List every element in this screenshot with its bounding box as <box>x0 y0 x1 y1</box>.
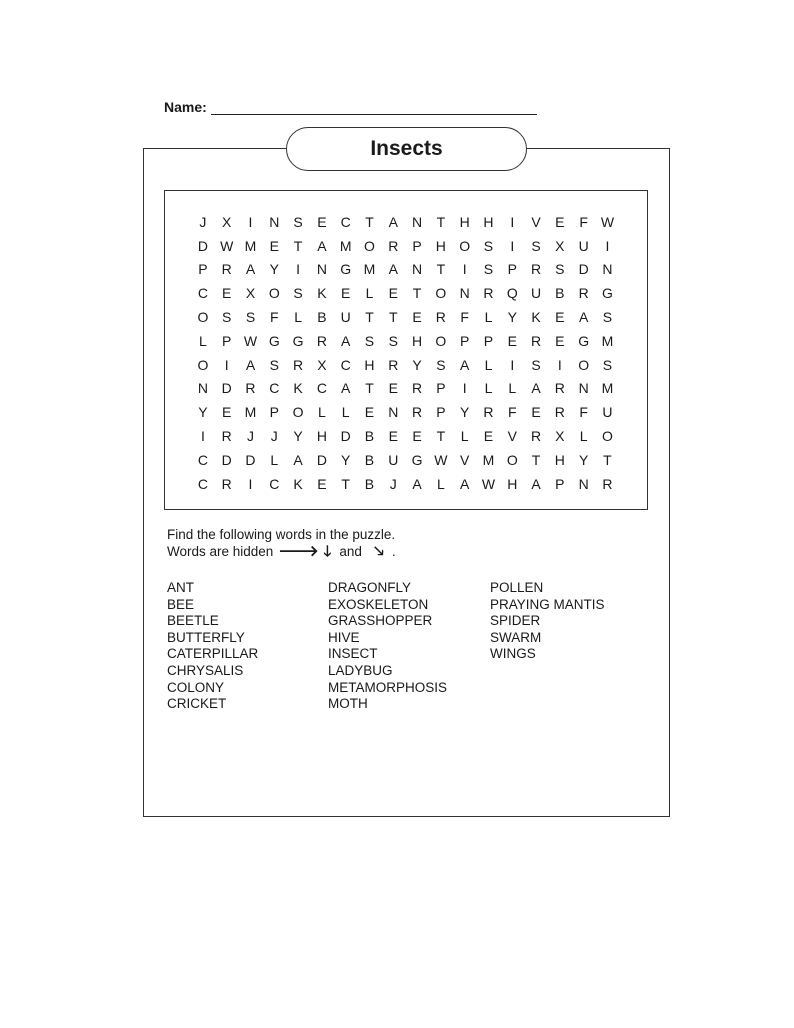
grid-row <box>191 281 627 305</box>
instructions-period: . <box>391 544 396 559</box>
word-list-item: SPIDER <box>490 613 541 629</box>
name-label: Name: <box>164 99 207 115</box>
grid-letter: L <box>484 380 493 397</box>
grid-letter: P <box>483 332 494 349</box>
grid-letter: R <box>412 380 423 397</box>
grid-row <box>191 305 627 329</box>
grid-letter: E <box>412 428 422 445</box>
grid-letter: E <box>222 285 232 302</box>
word-list-item: HIVE <box>328 629 360 645</box>
grid-letter: U <box>388 451 399 468</box>
grid-letter: T <box>436 261 446 278</box>
grid-letter: O <box>292 404 304 421</box>
grid-letter: S <box>222 309 232 326</box>
grid-letter: A <box>341 332 351 349</box>
word-list-item: POLLEN <box>490 580 544 595</box>
arrow-right-icon: 🡒 <box>278 543 319 560</box>
grid-letter: E <box>388 285 398 302</box>
word-list-column-2 <box>328 580 447 713</box>
grid-letter: V <box>459 451 470 468</box>
grid-letter: T <box>603 451 612 468</box>
grid-letter: R <box>412 404 423 421</box>
grid-letter: Y <box>198 404 208 421</box>
grid-letter: N <box>412 261 423 278</box>
grid-letter: O <box>459 237 471 254</box>
grid-letter: Y <box>412 356 422 373</box>
grid-letter: E <box>555 309 565 326</box>
grid-letter: O <box>364 237 375 254</box>
grid-letter: N <box>412 213 423 230</box>
worksheet-title: Insects <box>286 127 527 171</box>
grid-letter: D <box>197 237 208 254</box>
grid-letter: Y <box>459 404 470 421</box>
grid-letter: C <box>197 475 208 492</box>
grid-letter: F <box>460 309 469 326</box>
grid-letter: W <box>481 475 496 492</box>
grid-letter: G <box>602 285 613 302</box>
grid-letter: E <box>555 332 565 349</box>
grid-letter: N <box>459 285 470 302</box>
grid-letter: S <box>555 261 565 278</box>
grid-letter: A <box>531 475 541 492</box>
grid-letter: G <box>268 332 280 349</box>
grid-letter: P <box>269 404 279 421</box>
grid-letter: R <box>221 261 232 278</box>
grid-letter: C <box>197 451 208 468</box>
grid-letter: I <box>462 261 467 278</box>
word-list-item: BEETLE <box>167 613 219 629</box>
grid-letter: T <box>365 380 374 397</box>
word-list-item: DRAGONFLY <box>328 580 412 595</box>
word-list-item: CRICKET <box>167 696 227 712</box>
word-list-column-1 <box>167 580 258 713</box>
grid-letter: M <box>339 237 352 254</box>
word-list-item: WINGS <box>490 646 536 662</box>
grid-letter: D <box>245 451 256 468</box>
grid-letter: Q <box>506 285 518 302</box>
grid-letter: F <box>579 213 588 230</box>
grid-letter: A <box>245 261 256 278</box>
grid-row <box>191 377 627 401</box>
grid-letter: R <box>554 380 565 397</box>
grid-letter: I <box>248 475 253 492</box>
grid-letter: H <box>412 332 423 349</box>
grid-letter: P <box>555 475 565 492</box>
grid-letter: J <box>270 428 278 445</box>
grid-letter: R <box>388 237 399 254</box>
grid-letter: O <box>506 451 518 468</box>
grid-letter: L <box>484 356 493 373</box>
grid-letter: A <box>388 213 398 230</box>
word-list-item: PRAYING MANTIS <box>490 596 605 612</box>
grid-letter: I <box>248 213 253 230</box>
grid-letter: V <box>531 213 541 230</box>
word-list-item: INSECT <box>328 646 378 662</box>
word-list-item: CHRYSALIS <box>167 662 244 678</box>
word-list-column-3 <box>490 580 605 663</box>
grid-letter: E <box>222 404 232 421</box>
grid-letter: S <box>388 332 398 349</box>
grid-letter: P <box>507 261 517 278</box>
arrow-diagonal-icon: 🡖 <box>373 543 384 560</box>
grid-letter: A <box>317 237 327 254</box>
grid-row <box>191 448 627 472</box>
grid-letter: A <box>245 356 256 373</box>
grid-letter: N <box>269 213 280 230</box>
grid-letter: R <box>530 428 542 445</box>
grid-letter: G <box>292 332 304 349</box>
grid-letter: A <box>578 309 589 326</box>
grid-letter: S <box>483 261 494 278</box>
grid-letter: R <box>316 332 327 349</box>
word-list-item: MOTH <box>328 696 368 712</box>
grid-letter: I <box>200 428 205 445</box>
grid-letter: X <box>317 356 327 373</box>
grid-letter: T <box>341 475 350 492</box>
grid-letter: Y <box>341 451 351 468</box>
grid-letter: L <box>460 428 469 445</box>
grid-letter: G <box>411 451 423 468</box>
grid-letter: U <box>602 404 613 421</box>
grid-letter: G <box>578 332 590 349</box>
grid-letter: L <box>484 309 493 326</box>
arrow-down-icon: 🡓 <box>323 543 332 560</box>
word-search-grid <box>191 210 627 496</box>
grid-letter: K <box>531 309 541 326</box>
grid-row <box>191 210 627 234</box>
grid-letter: C <box>197 285 208 302</box>
grid-letter: O <box>602 428 613 445</box>
grid-letter: W <box>600 213 615 230</box>
grid-letter: C <box>269 380 280 397</box>
grid-letter: R <box>483 404 494 421</box>
grid-letter: Y <box>269 261 279 278</box>
grid-letter: V <box>507 428 517 445</box>
grid-letter: B <box>364 475 375 492</box>
grid-letter: R <box>602 475 613 492</box>
word-list-item: LADYBUG <box>328 662 393 678</box>
grid-letter: U <box>340 309 351 326</box>
grid-row <box>191 424 627 448</box>
grid-letter: L <box>365 285 374 302</box>
grid-letter: F <box>579 404 588 421</box>
grid-letter: P <box>412 237 422 254</box>
grid-letter: M <box>482 451 495 468</box>
grid-letter: H <box>435 237 446 254</box>
word-list-item: SWARM <box>490 629 542 645</box>
instructions <box>167 526 396 560</box>
grid-letter: F <box>270 309 279 326</box>
grid-letter: R <box>293 356 304 373</box>
word-list-item: ANT <box>167 580 194 595</box>
grid-letter: O <box>435 332 447 349</box>
grid-letter: F <box>507 404 517 421</box>
grid-letter: E <box>531 404 541 421</box>
grid-letter: J <box>246 428 254 445</box>
grid-letter: W <box>434 451 448 468</box>
grid-letter: H <box>316 428 327 445</box>
grid-letter: E <box>269 237 279 254</box>
grid-letter: O <box>578 356 590 373</box>
word-list-item: GRASSHOPPER <box>328 613 433 629</box>
grid-letter: P <box>459 332 470 349</box>
grid-letter: O <box>197 356 209 373</box>
word-list-item: METAMORPHOSIS <box>328 679 448 695</box>
grid-letter: R <box>530 332 542 349</box>
grid-letter: W <box>220 237 234 254</box>
grid-letter: H <box>507 475 518 492</box>
grid-letter: M <box>363 261 376 278</box>
grid-letter: H <box>483 213 494 230</box>
instructions-line2 <box>167 543 396 560</box>
grid-letter: I <box>605 237 610 254</box>
grid-letter: C <box>340 356 351 373</box>
grid-row <box>191 400 627 424</box>
grid-letter: K <box>293 380 303 397</box>
grid-letter: A <box>412 475 422 492</box>
word-list-item: CATERPILLAR <box>167 646 259 662</box>
grid-letter: S <box>364 332 375 349</box>
grid-letter: I <box>462 380 467 397</box>
grid-letter: I <box>557 356 562 373</box>
grid-letter: L <box>341 404 350 421</box>
grid-letter: R <box>221 475 232 492</box>
instructions-and: and <box>339 544 362 559</box>
grid-letter: G <box>340 261 352 278</box>
grid-letter: P <box>222 332 232 349</box>
grid-letter: S <box>245 309 256 326</box>
grid-row <box>191 353 627 377</box>
grid-letter: N <box>197 380 208 397</box>
grid-letter: B <box>317 309 327 326</box>
grid-letter: L <box>317 404 326 421</box>
grid-letter: T <box>365 213 374 230</box>
grid-letter: A <box>388 261 398 278</box>
grid-letter: S <box>293 213 303 230</box>
grid-letter: E <box>388 380 398 397</box>
grid-row <box>191 258 627 282</box>
grid-letter: K <box>293 475 303 492</box>
grid-letter: N <box>602 261 613 278</box>
grid-row <box>191 472 627 496</box>
grid-letter: P <box>436 404 446 421</box>
grid-letter: T <box>412 285 422 302</box>
grid-letter: T <box>388 309 398 326</box>
grid-letter: E <box>507 332 517 349</box>
grid-letter: N <box>578 475 589 492</box>
grid-letter: U <box>530 285 542 302</box>
grid-letter: A <box>293 451 303 468</box>
grid-letter: M <box>601 380 614 397</box>
grid-letter: R <box>245 380 256 397</box>
grid-letter: Y <box>578 451 589 468</box>
grid-letter: X <box>245 285 256 302</box>
grid-letter: R <box>554 404 565 421</box>
grid-letter: A <box>459 356 470 373</box>
grid-letter: R <box>530 261 542 278</box>
grid-letter: O <box>435 285 447 302</box>
grid-letter: D <box>221 451 232 468</box>
grid-letter: C <box>316 380 327 397</box>
grid-letter: R <box>483 285 494 302</box>
grid-letter: K <box>317 285 327 302</box>
grid-letter: J <box>199 213 207 230</box>
grid-letter: D <box>316 451 327 468</box>
grid-letter: I <box>510 237 515 254</box>
grid-letter: E <box>555 213 565 230</box>
grid-letter: Y <box>293 428 303 445</box>
instructions-line1: Find the following words in the puzzle. <box>167 527 396 542</box>
grid-letter: P <box>436 380 446 397</box>
grid-letter: T <box>436 213 446 230</box>
grid-letter: E <box>341 285 351 302</box>
grid-letter: S <box>269 356 279 373</box>
grid-letter: X <box>555 428 565 445</box>
grid-letter: S <box>531 237 541 254</box>
grid-letter: J <box>389 475 397 492</box>
grid-letter: N <box>316 261 327 278</box>
grid-letter: Y <box>507 309 517 326</box>
grid-letter: S <box>531 356 541 373</box>
grid-letter: U <box>578 237 589 254</box>
name-field-row <box>164 99 537 115</box>
grid-letter: H <box>459 213 470 230</box>
name-line <box>211 100 537 115</box>
grid-letter: M <box>244 404 257 421</box>
grid-letter: B <box>364 451 375 468</box>
grid-letter: T <box>365 309 374 326</box>
grid-letter: I <box>510 356 515 373</box>
grid-letter: E <box>317 475 327 492</box>
grid-row <box>191 329 627 353</box>
grid-letter: L <box>270 451 279 468</box>
grid-letter: A <box>341 380 351 397</box>
grid-letter: L <box>436 475 445 492</box>
grid-letter: S <box>293 285 303 302</box>
grid-letter: O <box>197 309 209 326</box>
grid-letter: S <box>483 237 494 254</box>
grid-letter: L <box>579 428 588 445</box>
grid-letter: O <box>268 285 280 302</box>
grid-letter: H <box>364 356 375 373</box>
word-list-item: BEE <box>167 596 195 612</box>
grid-letter: S <box>602 356 613 373</box>
word-list-item: COLONY <box>167 679 225 695</box>
grid-letter: C <box>340 213 351 230</box>
grid-letter: T <box>293 237 303 254</box>
grid-letter: M <box>244 237 257 254</box>
grid-letter: D <box>221 380 232 397</box>
grid-letter: X <box>555 237 565 254</box>
grid-letter: M <box>601 332 614 349</box>
grid-letter: E <box>388 428 398 445</box>
grid-letter: B <box>555 285 565 302</box>
grid-letter: L <box>294 309 302 326</box>
grid-letter: D <box>340 428 351 445</box>
grid-letter: E <box>364 404 375 421</box>
grid-letter: B <box>364 428 375 445</box>
grid-letter: L <box>199 332 207 349</box>
grid-letter: L <box>508 380 517 397</box>
grid-letter: I <box>510 213 515 230</box>
grid-letter: P <box>198 261 208 278</box>
grid-letter: W <box>243 332 258 349</box>
grid-letter: E <box>317 213 327 230</box>
grid-letter: R <box>388 356 399 373</box>
instructions-prefix: Words are hidden <box>167 544 274 559</box>
grid-letter: N <box>578 380 589 397</box>
grid-letter: R <box>221 428 232 445</box>
grid-letter: S <box>602 309 613 326</box>
grid-row <box>191 234 627 258</box>
grid-letter: H <box>554 451 565 468</box>
grid-letter: E <box>483 428 494 445</box>
grid-letter: T <box>436 428 446 445</box>
grid-letter: D <box>578 261 589 278</box>
grid-letter: I <box>224 356 229 373</box>
grid-letter: N <box>388 404 399 421</box>
grid-letter: R <box>578 285 589 302</box>
word-list-item: BUTTERFLY <box>167 629 245 645</box>
grid-letter: R <box>435 309 446 326</box>
grid-letter: S <box>436 356 446 373</box>
grid-letter: X <box>222 213 232 230</box>
grid-letter: I <box>296 261 301 278</box>
grid-letter: A <box>531 380 541 397</box>
grid-letter: T <box>531 451 541 468</box>
word-list-item: EXOSKELETON <box>328 596 429 612</box>
grid-letter: E <box>412 309 422 326</box>
grid-letter: C <box>269 475 280 492</box>
grid-letter: A <box>459 475 470 492</box>
